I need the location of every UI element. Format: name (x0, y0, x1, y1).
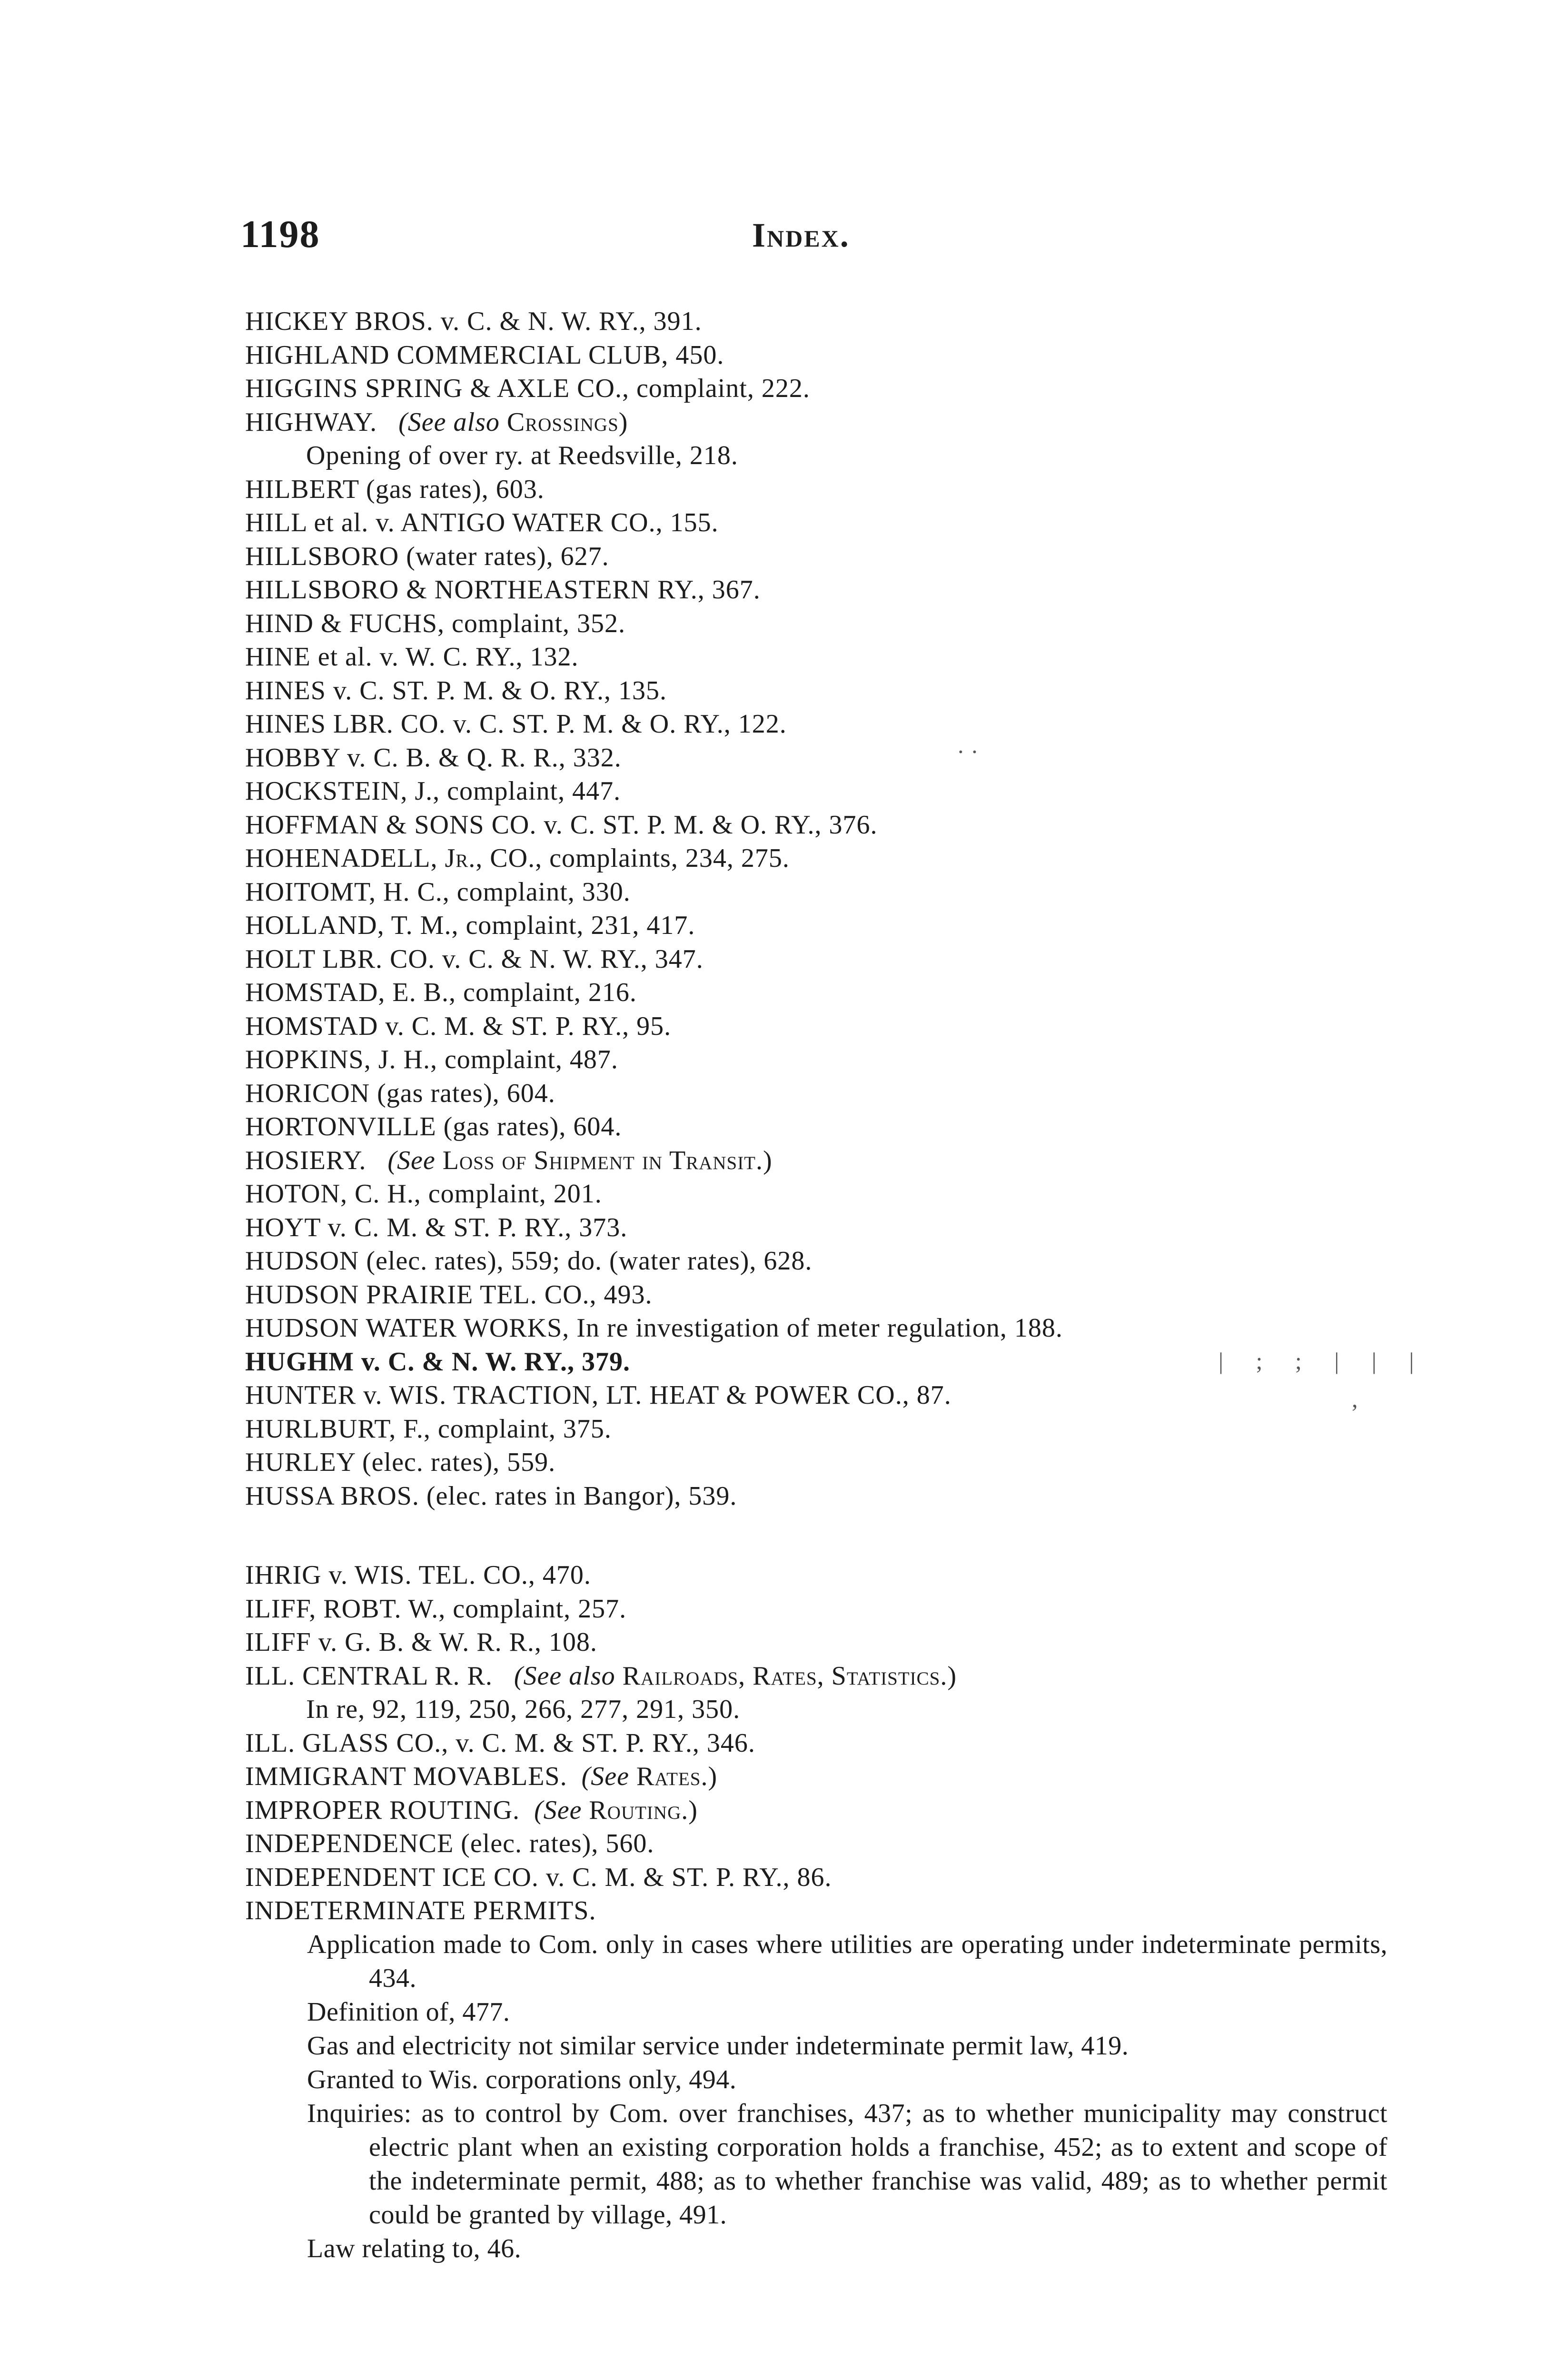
index-entry: HOMSTAD v. C. M. & ST. P. RY., 95. (245, 1011, 672, 1041)
index-subentry: In re, 92, 119, 250, 266, 277, 291, 350. (306, 1695, 741, 1724)
index-entry: HIGGINS SPRING & AXLE CO., complaint, 222. (245, 374, 810, 403)
index-subentry: Gas and electricity not similar service under indeterminate permit law, 419. (307, 2031, 1129, 2061)
cross-ref-target: Routing.) (589, 1795, 698, 1825)
index-entry: HORICON (gas rates), 604. (245, 1078, 555, 1108)
index-entry (245, 406, 1387, 439)
cross-ref-label: (See (387, 1145, 436, 1175)
index-entry: HOMSTAD, E. B., complaint, 216. (245, 978, 637, 1007)
index-entry: HUDSON PRAIRIE TEL. CO., 493. (245, 1279, 653, 1309)
index-entry: HOITOMT, H. C., complaint, 330. (245, 877, 631, 907)
index-entry: HILLSBORO & NORTHEASTERN RY., 367. (245, 575, 761, 605)
index-entry: HURLBURT, F., complaint, 375. (245, 1414, 612, 1444)
page-number: 1198 (240, 212, 320, 256)
index-entry: HOTON, C. H., complaint, 201. (245, 1179, 602, 1209)
index-entry (245, 1144, 1387, 1178)
cross-ref-target: Rates.) (636, 1762, 718, 1791)
index-entry (245, 1659, 1387, 1693)
index-entry: HOPKINS, J. H., complaint, 487. (245, 1045, 618, 1074)
index-entry: HORTONVILLE (gas rates), 604. (245, 1112, 622, 1141)
stray-ticks: | ; ; | | | (1219, 1348, 1427, 1374)
entry-suffix: Jr., (445, 843, 483, 873)
index-subentry: Law relating to, 46. (307, 2233, 522, 2263)
cross-ref-label: (See (534, 1795, 582, 1825)
stray-comma: , (1352, 1386, 1358, 1412)
index-entry: HOLLAND, T. M., complaint, 231, 417. (245, 911, 695, 940)
index-entry: HILLSBORO (water rates), 627. (245, 541, 609, 571)
stray-dots: · · (957, 738, 979, 765)
index-entry: HIND & FUCHS, complaint, 352. (245, 608, 625, 638)
cross-ref-target: Railroads, Rates, Statistics.) (622, 1661, 957, 1691)
entry-heading: HOHENADELL, (245, 843, 438, 873)
entry-heading: HOSIERY. (245, 1145, 367, 1175)
index-entry: ILIFF, ROBT. W., complaint, 257. (245, 1594, 627, 1624)
entry-rest: CO., complaints, 234, 275. (490, 843, 790, 873)
index-entry: HOLT LBR. CO. v. C. & N. W. RY., 347. (245, 944, 704, 974)
cross-ref-target: Crossings) (506, 407, 628, 437)
index-entry: IHRIG v. WIS. TEL. CO., 470. (245, 1560, 591, 1590)
index-entry: HICKEY BROS. v. C. & N. W. RY., 391. (245, 307, 702, 336)
index-entry: HILL et al. v. ANTIGO WATER CO., 155. (245, 508, 719, 537)
index-subentry: Definition of, 477. (307, 1997, 510, 2027)
running-head: Index. (752, 216, 850, 254)
cross-ref-label: (See also (514, 1661, 615, 1691)
index-subentry: Inquiries: as to control by Com. over franchises, 437; as to whether municipality may construct electric plant when an existing corporation holds a franchise, 452; as to extent and scope of the indeterminate permit, 488; as to whether franchise was valid, 489; as to whether permit could be granted by village, 491. (307, 2098, 1387, 2230)
index-entry: HUDSON WATER WORKS, In re investigation of meter regulation, 188. (245, 1313, 1063, 1343)
entry-heading-bold: HUGHM v. C. & N. W. RY., 379. (245, 1347, 631, 1377)
entry-heading: IMMIGRANT MOVABLES. (245, 1762, 567, 1791)
entry-heading: IMPROPER ROUTING. (245, 1795, 520, 1825)
index-entry (245, 1794, 1387, 1827)
cross-ref-label: (See (581, 1762, 629, 1791)
index-entry: HOCKSTEIN, J., complaint, 447. (245, 776, 621, 806)
entry-heading: HIGHWAY. (245, 407, 377, 437)
index-entry: HURLEY (elec. rates), 559. (245, 1448, 556, 1477)
index-entry: HINE et al. v. W. C. RY., 132. (245, 642, 579, 672)
index-entry: HIGHLAND COMMERCIAL CLUB, 450. (245, 340, 724, 370)
cross-ref-label: (See also (398, 407, 500, 437)
entry-heading: ILL. CENTRAL R. R. (245, 1661, 493, 1691)
cross-ref-target: Loss of Shipment in Transit.) (442, 1145, 773, 1175)
page-header (240, 212, 1383, 255)
index-entry: HUNTER v. WIS. TRACTION, LT. HEAT & POWER CO., 87. (245, 1380, 951, 1410)
index-entry: INDEPENDENT ICE CO. v. C. M. & ST. P. RY., 86. (245, 1862, 832, 1892)
index-entry: HILBERT (gas rates), 603. (245, 474, 545, 504)
index-entry: INDETERMINATE PERMITS. (245, 1896, 596, 1925)
index-entry: HUSSA BROS. (elec. rates in Bangor), 539. (245, 1481, 737, 1511)
index-entry: ILIFF v. G. B. & W. R. R., 108. (245, 1627, 597, 1657)
index-entry (245, 842, 1387, 875)
index-entry: HINES LBR. CO. v. C. ST. P. M. & O. RY., 122. (245, 709, 787, 739)
index-entry: HINES v. C. ST. P. M. & O. RY., 135. (245, 675, 667, 705)
index-entry: INDEPENDENCE (elec. rates), 560. (245, 1829, 654, 1858)
index-entry: HOBBY v. C. B. & Q. R. R., 332. (245, 743, 622, 773)
index-entry: HOFFMAN & SONS CO. v. C. ST. P. M. & O. RY., 376. (245, 810, 878, 840)
index-entry (245, 1345, 1387, 1379)
index-list (245, 305, 1387, 2266)
index-subentry: Granted to Wis. corporations only, 494. (307, 2064, 737, 2094)
index-subentry: Opening of over ry. at Reedsville, 218. (306, 441, 738, 470)
index-entry: HUDSON (elec. rates), 559; do. (water rates), 628. (245, 1246, 813, 1276)
index-entry: HOYT v. C. M. & ST. P. RY., 373. (245, 1212, 628, 1242)
index-subentry: Application made to Com. only in cases where utilities are operating under indeterminate permits, 434. (307, 1929, 1387, 1993)
index-entry: ILL. GLASS CO., v. C. M. & ST. P. RY., 346. (245, 1728, 755, 1758)
index-entry (245, 1760, 1387, 1794)
